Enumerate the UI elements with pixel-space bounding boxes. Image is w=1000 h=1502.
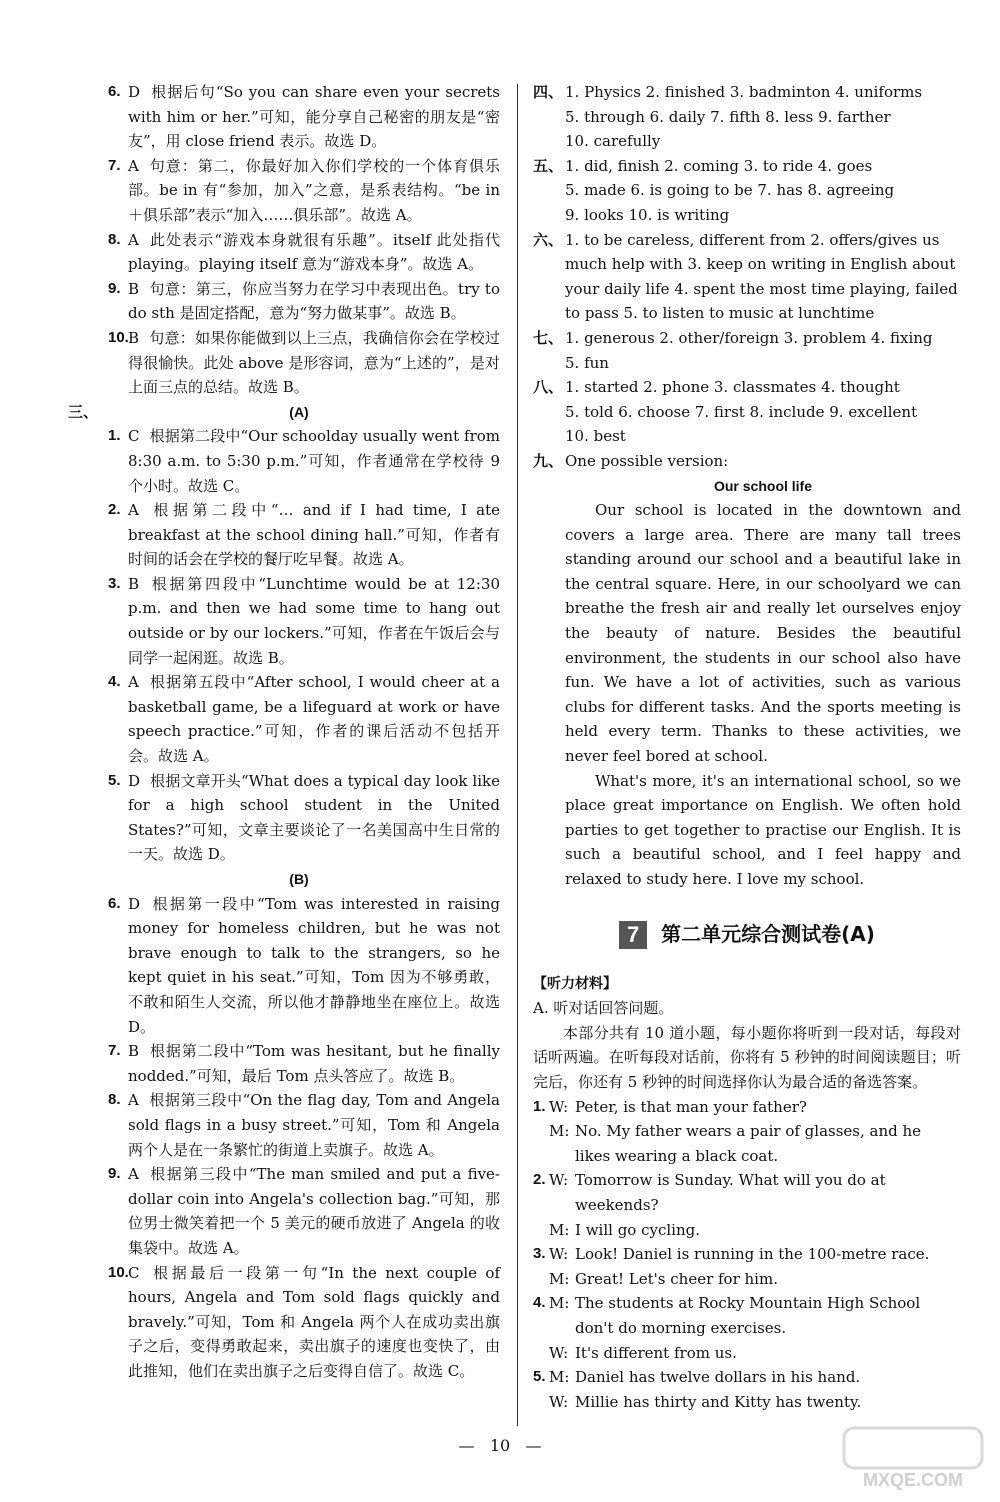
dialogue-text: Daniel has twelve dollars in his hand. (575, 1368, 861, 1387)
item-explanation: 根据第四段中“Lunchtime would be at 12:30 p.m. and then we had some time to hang out outside or by our lockers.”可知，作者在午饭后会与同学一起闲逛。故选 B。 (128, 574, 500, 667)
item-answer: D (128, 83, 141, 101)
left-column (68, 80, 500, 1383)
dialogue-line (549, 1218, 961, 1243)
subsection-label-a: (A) (289, 403, 309, 420)
item-number: 7. (108, 156, 121, 174)
section-mark: 七、 (533, 328, 564, 347)
dialogue-line (549, 1242, 961, 1267)
answer-item (98, 1088, 500, 1162)
answer-item (98, 228, 500, 277)
dialogue-line (549, 1168, 961, 1217)
dialogue-line (549, 1390, 961, 1415)
part3-heading (68, 400, 500, 425)
answer-line: 10. best (565, 427, 626, 446)
answer-line: 9. looks 10. is writing (565, 205, 730, 224)
item-answer: A (128, 501, 139, 520)
answer-line: 1. Physics 2. finished 3. badminton 4. uniforms (565, 83, 923, 101)
item-explanation: 句意：第二，你最好加入你们学校的一个体育俱乐部。be in 有“参加，加入”之意，是系表结构。“be in＋俱乐部”表示“加入……俱乐部”。故选 A。 (128, 156, 500, 224)
section-mark: 八、 (533, 378, 564, 397)
answer-line: 1. did, finish 2. coming 3. to ride 4. goes (565, 156, 873, 175)
item-answer: B (128, 1042, 140, 1061)
item-explanation: 根据第一段中“Tom was interested in raising money for homeless children, but he was not brave enough to talk to the strangers, so he kept quiet in his seat.”可知，Tom 因为不够勇敢，不敢和陌生人交流，所以他才静静地坐在座位上。故选 D。 (128, 894, 500, 1036)
item-explanation: 根据第二段中“Tom was hesitant, but he finally nodded.”可知，最后 Tom 点头答应了。故选 B。 (128, 1042, 500, 1085)
section-mark: 九、 (533, 451, 564, 470)
answer-section (533, 326, 961, 375)
speaker: M: (549, 1220, 570, 1239)
item-explanation: 句意：如果你能做到以上三点，我确信你会在学校过得很愉快。此处 above 是形容词，意为“上述的”，是对上面三点的总结。故选 B。 (128, 328, 500, 397)
dialogue (533, 1365, 961, 1414)
column-divider (517, 84, 518, 1426)
part9-intro: One possible version: (565, 451, 729, 470)
speaker: W: (549, 1171, 569, 1190)
listening-section: A. 听对话回答问题。 (533, 999, 674, 1018)
item-number: 9. (108, 1165, 121, 1183)
essay-paragraph: Our school is located in the downtown and covers a large area. There are many tall trees standing around our school and a beautiful lake in the central square. Here, in our schoolyard we can breathe the fresh air and really let ourselves enjoy the beauty of nature. Besides the beautiful environment, the students in our school also have fun. We have a lot of activities, such as various clubs for different tasks. And the sports meeting is held every term. Thanks to these activities, we never feel bored at school. (565, 501, 961, 766)
speaker: W: (549, 1392, 569, 1411)
answer-item (98, 769, 500, 867)
dialogue-line (549, 1365, 961, 1390)
item-answer: A (128, 156, 139, 175)
item-explanation: 根据最后一段第一句“In the next couple of hours, Angela and Tom sold flags quickly and bravely.”可知，Tom 和 Angela 两个人在成功卖出旗子之后，变得勇敢起来，卖出旗子的速度也变快了，由此推知，他们在卖出旗子之后变得自信了。故选 C。 (128, 1263, 500, 1380)
item-answer: B (128, 328, 140, 347)
answer-line: 5. made 6. is going to be 7. has 8. agreeing (565, 181, 895, 200)
answer-item (98, 424, 500, 498)
speaker: M: (549, 1368, 570, 1387)
dialogue-number: 4. (533, 1294, 546, 1312)
unit-header (533, 914, 961, 956)
dialogue-text: Great! Let's cheer for him. (575, 1269, 778, 1288)
answer-line: 5. fun (565, 353, 609, 372)
answer-item (98, 80, 500, 154)
dialogue-text: The students at Rocky Mountain High School don't do morning exercises. (575, 1294, 921, 1337)
dialogue-line (549, 1267, 961, 1292)
answer-item (98, 326, 500, 400)
item-answer: C (128, 427, 140, 446)
dialogue-text: Millie has thirty and Kitty has twenty. (575, 1392, 862, 1411)
unit-title: 第二单元综合测试卷(A) (661, 922, 875, 947)
listening-label: 【听力材料】 (533, 975, 617, 992)
answer-section (533, 228, 961, 326)
speaker: W: (549, 1343, 569, 1362)
item-number: 6. (108, 894, 121, 912)
answer-item (98, 498, 500, 572)
answer-item (98, 572, 500, 670)
item-number: 8. (108, 1091, 121, 1109)
subsection-label-b: (B) (289, 871, 309, 887)
item-number: 6. (108, 83, 121, 100)
essay-title: Our school life (713, 477, 812, 494)
dialogue-line (549, 1291, 961, 1340)
listening-instructions: 本部分共有 10 道小题，每小题你将听到一段对话，每段对话听两遍。在听每段对话前，你将有 5 秒钟的时间阅读题目；听完后，你还有 5 秒钟的时间选择你认为最合适的备选答案。 (533, 1023, 961, 1091)
dialogue-line (549, 1095, 961, 1120)
answer-line: 5. through 6. daily 7. fifth 8. less 9. farther (565, 107, 891, 126)
answer-item (98, 1162, 500, 1260)
item-answer: D (128, 771, 141, 790)
answer-line: 5. told 6. choose 7. first 8. include 9. excellent (565, 402, 918, 421)
item-answer: A (128, 1165, 139, 1184)
item-number: 2. (108, 501, 121, 519)
item-explanation: 根据文章开头“What does a typical day look like for a high school student in the United States?”可知，文章主要谈论了一名美国高中生日常的一天。故选 D。 (128, 771, 500, 864)
answer-item (98, 154, 500, 228)
speaker: M: (549, 1122, 570, 1141)
item-explanation: 根据第二段中“… and if I had time, I ate breakfast at the school dining hall.”可知，作者有时间的话会在学校的餐厅吃早餐。故选 A。 (128, 501, 500, 569)
item-number: 4. (108, 673, 121, 691)
item-explanation: 根据第二段中“Our schoolday usually went from 8:30 a.m. to 5:30 p.m.”可知，作者通常在学校待 9 个小时。故选 C。 (128, 427, 500, 495)
item-answer: A (128, 230, 139, 249)
item-answer: B (128, 574, 140, 593)
item-answer: A (128, 1091, 139, 1110)
answer-item (98, 1039, 500, 1088)
answer-item (98, 277, 500, 326)
answer-item (98, 670, 500, 768)
answer-section (533, 375, 961, 449)
item-explanation: 根据第三段中“On the flag day, Tom and Angela sold flags in a busy street.”可知，Tom 和 Angela 两个人是在一条繁忙的街道上卖旗子。故选 A。 (128, 1091, 500, 1159)
dialogue-text: I will go cycling. (575, 1220, 700, 1239)
dialogue-text: Look! Daniel is running in the 100-metre race. (575, 1245, 930, 1264)
dialogue-text: Tomorrow is Sunday. What will you do at weekends? (575, 1171, 886, 1214)
section-mark: 三、 (68, 402, 99, 421)
answer-section (533, 80, 961, 154)
dialogue-line (549, 1119, 961, 1168)
essay-paragraph: What's more, it's an international school, so we place great importance on English. We often hold parties to get together to practise our English. It is such a beautiful school, and I feel happy and relaxed to study here. I love my school. (565, 771, 961, 888)
unit-number-badge: 7 (619, 921, 647, 949)
part9-section (533, 449, 961, 474)
dialogue-text: No. My father wears a pair of glasses, and he likes wearing a black coat. (575, 1122, 922, 1165)
dialogue-number: 5. (533, 1368, 546, 1386)
dialogue-text: It's different from us. (575, 1343, 737, 1362)
dialogue-number: 3. (533, 1245, 546, 1263)
answer-line: 1. generous 2. other/foreign 3. problem 4. fixing (565, 328, 933, 347)
item-answer: C (128, 1263, 140, 1282)
section-mark: 四、 (533, 83, 564, 101)
item-number: 3. (108, 574, 121, 592)
item-explanation: 根据第三段中“The man smiled and put a five-dollar coin into Angela's collection bag.”可知，那位男士微笑着把一个 5 美元的硬币放进了 Angela 的收集袋中。故选 A。 (128, 1165, 500, 1257)
item-number: 5. (108, 771, 121, 789)
answer-section (533, 154, 961, 228)
speaker: M: (549, 1269, 570, 1288)
dialogue-line (549, 1341, 961, 1366)
dialogue-number: 1. (533, 1097, 546, 1115)
item-answer: A (128, 673, 139, 692)
answer-item (98, 1261, 500, 1384)
answer-line: 10. carefully (565, 132, 661, 151)
answer-line: 1. to be careless, different from 2. offers/gives us much help with 3. keep on writing in English about your daily life 4. spent the most time playing, failed to pass 5. to listen to music at lunchtime (565, 230, 958, 323)
dialogue (533, 1168, 961, 1242)
section-mark: 六、 (533, 230, 564, 249)
speaker: M: (549, 1294, 570, 1313)
dialogue (533, 1291, 961, 1365)
item-explanation: 句意：第三，你应当努力在学习中表现出色。try to do sth 是固定搭配，意为“努力做某事”。故选 B。 (128, 279, 500, 323)
item-answer: D (128, 894, 141, 913)
item-explanation: 根据后句“So you can share even your secrets with him or her.”可知，能分享自己秘密的朋友是“密友”，用 close friend 表示。故选 D。 (128, 83, 500, 151)
speaker: W: (549, 1097, 569, 1116)
item-number: 7. (108, 1042, 121, 1060)
right-column (533, 80, 961, 1414)
page-dash-left: — (458, 1436, 475, 1455)
section-mark: 五、 (533, 156, 564, 175)
item-number: 9. (108, 279, 121, 297)
item-number: 10. (108, 1263, 129, 1281)
dialogue-number: 2. (533, 1171, 546, 1189)
dialogue (533, 1095, 961, 1169)
item-number: 10. (108, 328, 129, 346)
item-answer: B (128, 279, 140, 298)
dialogue-text: Peter, is that man your father? (575, 1097, 807, 1116)
answer-item (98, 892, 500, 1040)
answer-line: 1. started 2. phone 3. classmates 4. thought (565, 378, 900, 397)
item-number: 8. (108, 230, 121, 248)
item-number: 1. (108, 427, 121, 445)
page-dash-right: — (525, 1436, 542, 1455)
watermark-logo (838, 1422, 988, 1494)
dialogue (533, 1242, 961, 1291)
watermark-text: MXQE.COM (862, 1470, 964, 1490)
item-explanation: 根据第五段中“After school, I would cheer at a basketball game, be a lifeguard at work or have speech practice.”可知，作者的课后活动不包括开会。故选 A。 (128, 673, 500, 766)
page-number-value: 10 (489, 1436, 511, 1455)
speaker: W: (549, 1245, 569, 1264)
item-explanation: 此处表示“游戏本身就很有乐趣”。itself 此处指代 playing。playing itself 意为“游戏本身”。故选 A。 (128, 230, 500, 274)
